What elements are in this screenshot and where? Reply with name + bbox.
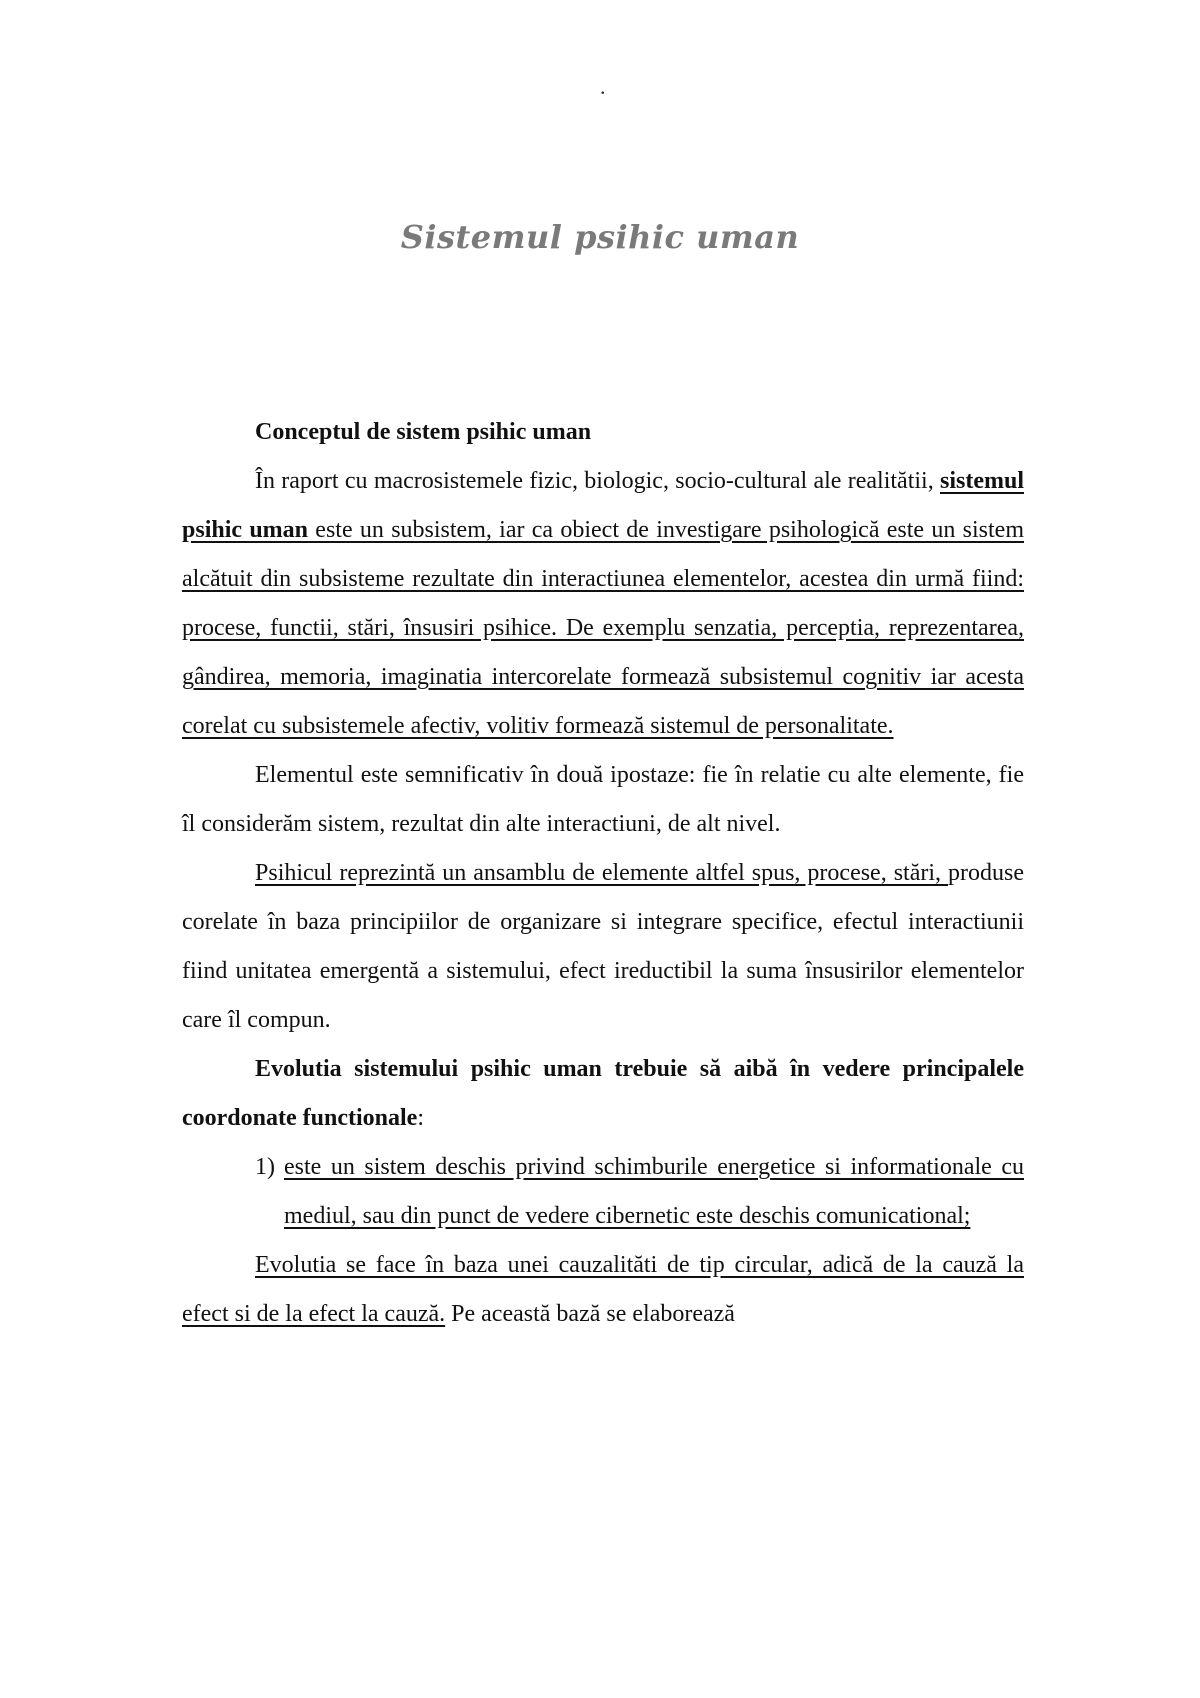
paragraph-3 (182, 849, 1024, 1045)
paragraph-4-tail: : (417, 1105, 424, 1131)
section-heading: Conceptul de sistem psihic uman (255, 419, 592, 445)
paragraph-4 (182, 1045, 1024, 1143)
header-mark: . (600, 74, 606, 99)
paragraph-1-intro: În raport cu macrosistemele fizic, biologic, socio-cultural ale realitătii, (255, 468, 940, 494)
paragraph-5-underlined: Evolutia se face în baza unei cauzalităti de tip circular, adică de la cauză la efect si de la efect la cauză. (182, 1252, 1024, 1327)
paragraph-5-rest: Pe această bază se elaborează (445, 1301, 735, 1327)
paragraph-1-example: De exemplu senzatia, perceptia, reprezentarea, gândirea, memoria, imaginatia intercorelate formează subsistemul cognitiv iar acesta corelat cu subsistemele afectiv, volitiv formează sistemul de personalitate. (182, 615, 1025, 739)
paragraph-3-rest: produse corelate în baza principiilor de organizare si integrare specifice, efectul interactiunii fiind unitatea emergentă a sistemului, efect ireductibil la suma însusirilor elementelor care îl compun. (182, 860, 1024, 1033)
paragraph-2: Elementul este semnificativ în două ipostaze: fie în relatie cu alte elemente, fie îl considerăm sistem, rezultat din alte interactiuni, de alt nivel. (182, 762, 1024, 837)
paragraph-1-definition: este un subsistem, iar ca obiect de investigare psihologică este un sistem alcătuit din subsisteme rezultate din interactiunea elementelor, acestea din urmă fiind: procese, functii, stări, însusiri psihice. (182, 517, 1024, 641)
term-sistemul-psihic-uman: sistemul psihic uman (182, 468, 1024, 543)
paragraph-3-underlined: Psihicul reprezintă un ansamblu de elemente altfel spus, procese, stări, (255, 860, 949, 886)
document-body (182, 408, 1024, 1339)
list-item-number: 1) (255, 1154, 275, 1180)
paragraph-5 (182, 1241, 1024, 1339)
paragraph-1 (182, 457, 1024, 751)
document-title: Sistemul psihic uman (400, 218, 800, 256)
list-item-text: este un sistem deschis privind schimburile energetice si informationale cu mediul, sau din punct de vedere cibernetic este deschis comunicational; (284, 1154, 1024, 1229)
paragraph-4-bold: Evolutia sistemului psihic uman trebuie să aibă în vedere principalele coordonate functionale (182, 1056, 1024, 1131)
list-item-1 (182, 1143, 1024, 1241)
